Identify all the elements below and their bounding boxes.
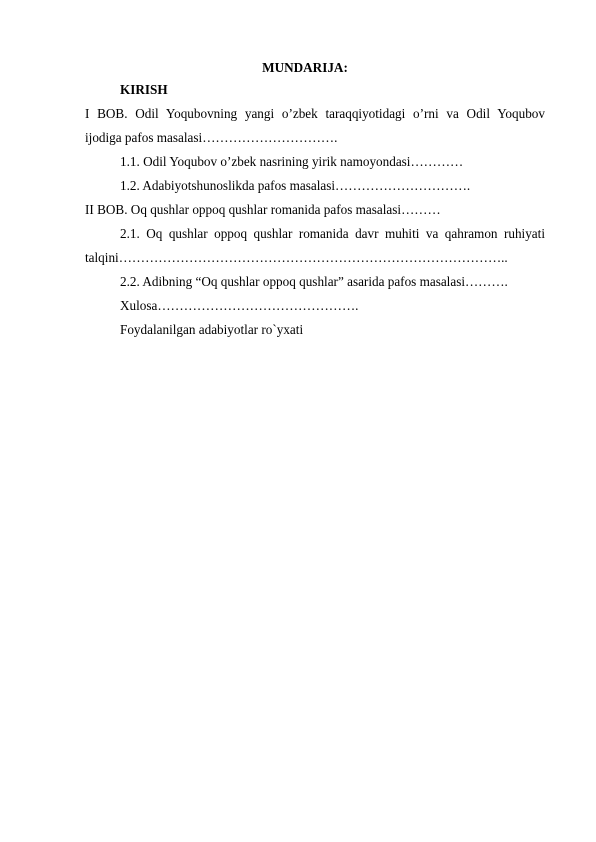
toc-entry-xulosa: Xulosa………………………………………. — [120, 298, 359, 313]
toc-entry-section-1-2: 1.2. Adabiyotshunoslikda pafos masalasi…………………………. — [120, 178, 471, 193]
page-title: MUNDARIJA: — [262, 60, 348, 75]
toc-entry-chapter-1-line-1: I BOB. Odil Yoqubovning yangi o’zbek taraqqiyotidagi o’rni va Odil Yoqubov — [85, 106, 545, 121]
toc-entry-references: Foydalanilgan adabiyotlar ro`yxati — [120, 322, 304, 337]
toc-entry-section-2-1-line-1: 2.1. Oq qushlar oppoq qushlar romanida davr muhiti va qahramon ruhiyati — [120, 226, 545, 241]
toc-entry-chapter-1-line-2: ijodiga pafos masalasi…………………………. — [85, 130, 338, 145]
toc-entry-section-2-1-line-2: talqini…………………………………………………………………………….. — [85, 250, 508, 265]
toc-entry-chapter-2: II BOB. Oq qushlar oppoq qushlar romanida pafos masalasi……… — [85, 202, 441, 217]
toc-entry-section-2-2: 2.2. Adibning “Oq qushlar oppoq qushlar” asarida pafos masalasi………. — [120, 274, 508, 289]
toc-entry-kirish: KIRISH — [120, 82, 168, 97]
toc-entry-section-1-1: 1.1. Odil Yoqubov o’zbek nasrining yirik namoyondasi………… — [120, 154, 464, 169]
